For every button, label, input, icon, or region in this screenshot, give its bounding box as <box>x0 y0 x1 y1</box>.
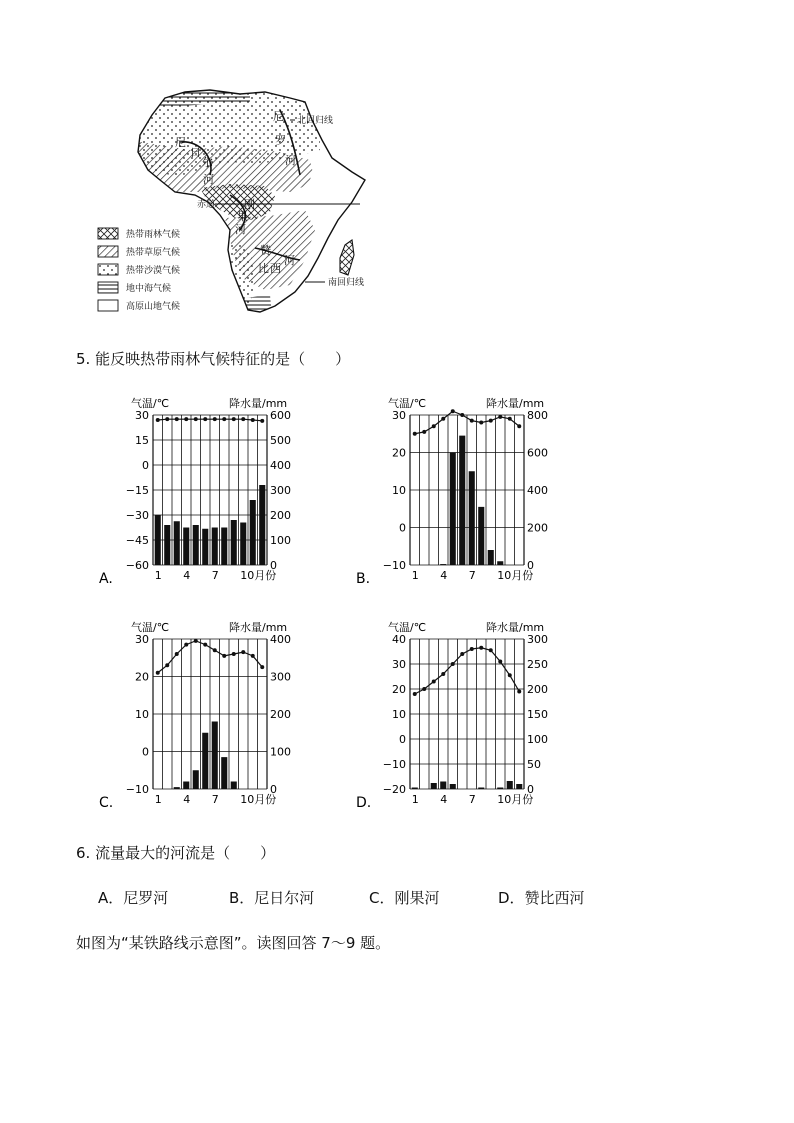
temperature-point <box>517 690 521 694</box>
precip-bar <box>497 788 503 790</box>
precip-bar <box>183 782 189 790</box>
y1-tick-label: 0 <box>399 521 406 535</box>
precip-bar <box>155 515 161 565</box>
precip-bar <box>164 525 170 565</box>
y2-tick-label: 600 <box>270 409 291 422</box>
precip-bar <box>478 507 484 565</box>
temperature-point <box>451 409 455 413</box>
congo-label-2: 果 <box>237 210 248 223</box>
option-letter: D. <box>356 795 372 811</box>
y1-axis-label: 气温/℃ <box>388 397 427 410</box>
y2-tick-label: 250 <box>527 658 548 671</box>
temperature-point <box>422 430 426 434</box>
legend-label-savanna: 热带草原气候 <box>126 248 181 258</box>
y2-tick-label: 0 <box>270 783 277 796</box>
temperature-point <box>241 650 245 654</box>
temperature-point <box>156 671 160 675</box>
x-tick-label: 10月份 <box>497 793 534 806</box>
y1-tick-label: 20 <box>392 683 406 696</box>
temperature-point <box>508 673 512 677</box>
precip-bar <box>174 521 180 565</box>
y1-tick-label: −20 <box>382 783 406 796</box>
niger-label-4: 河 <box>203 173 214 186</box>
y2-axis-label: 降水量/mm <box>229 397 288 410</box>
legend-label-rainforest: 热带雨林气候 <box>126 230 181 240</box>
x-tick-label: 7 <box>211 793 219 806</box>
precip-bar <box>469 471 475 565</box>
temperature-point <box>232 417 236 421</box>
africa-climate-map <box>90 80 390 325</box>
question-5 <box>76 348 350 369</box>
y1-tick-label: 40 <box>392 633 406 646</box>
temperature-point <box>470 647 474 651</box>
q6-option-c[interactable]: C．刚果河 <box>369 889 440 907</box>
precip-bar <box>516 784 522 789</box>
zambezi-label-1: 赞 <box>260 244 271 257</box>
temperature-point <box>251 418 255 422</box>
precip-bar <box>231 782 237 790</box>
temperature-point <box>498 660 502 664</box>
y1-tick-label: 10 <box>392 708 406 721</box>
nile-label-3: 河 <box>285 154 296 167</box>
precip-bar <box>440 564 446 565</box>
precip-bar <box>240 523 246 566</box>
temperature-point <box>222 654 226 658</box>
y2-tick-label: 0 <box>527 783 534 796</box>
y2-tick-label: 400 <box>270 459 291 472</box>
temperature-point <box>260 419 264 423</box>
precip-bar <box>193 770 199 789</box>
y2-axis-label: 降水量/mm <box>486 397 545 410</box>
x-tick-label: 7 <box>211 569 219 582</box>
precip-bar <box>174 787 180 789</box>
railway-intro-text: 如图为“某铁路线示意图”。读图回答 7～9 题。 <box>76 934 391 952</box>
legend-label-mediterranean: 地中海气候 <box>126 284 172 294</box>
precip-bar <box>507 781 513 789</box>
question-6-text: 流量最大的河流是（ ） <box>95 844 276 862</box>
y1-tick-label: 30 <box>392 658 406 671</box>
temperature-point <box>165 663 169 667</box>
temperature-point <box>165 417 169 421</box>
y2-tick-label: 200 <box>527 683 548 696</box>
y2-tick-label: 100 <box>270 745 291 759</box>
precip-bar <box>459 436 465 565</box>
y1-tick-label: −15 <box>125 484 149 497</box>
x-tick-label: 1 <box>411 793 419 806</box>
temperature-point <box>422 687 426 691</box>
temperature-point <box>194 639 198 643</box>
y1-tick-label: −30 <box>125 509 149 522</box>
x-tick-label: 7 <box>468 569 476 582</box>
y2-tick-label: 100 <box>527 733 548 746</box>
precip-bar <box>478 788 484 790</box>
y1-tick-label: 0 <box>142 745 149 759</box>
precip-bar <box>212 528 218 566</box>
y1-tick-label: 20 <box>135 670 149 684</box>
precip-bar <box>221 757 227 789</box>
temperature-point <box>441 417 445 421</box>
option-letter: C. <box>99 795 114 811</box>
temperature-point <box>413 692 417 696</box>
chart-option-b[interactable] <box>352 393 567 593</box>
temperature-point <box>213 417 217 421</box>
question-5-number: 5. <box>76 350 91 368</box>
y2-tick-label: 200 <box>270 708 291 721</box>
y1-tick-label: 10 <box>135 708 149 721</box>
temperature-point <box>232 652 236 656</box>
zambezi-label-2: 比 <box>258 262 269 275</box>
congo-label-1: 刚 <box>244 198 255 211</box>
precip-bar <box>450 453 456 566</box>
y1-axis-label: 气温/℃ <box>131 621 170 634</box>
precip-bar <box>440 782 446 790</box>
y2-tick-label: 300 <box>270 484 291 497</box>
temperature-point <box>213 648 217 652</box>
temperature-point <box>479 646 483 650</box>
temperature-point <box>413 432 417 436</box>
x-tick-label: 7 <box>468 793 476 806</box>
q6-option-d[interactable]: D．赞比西河 <box>498 889 585 907</box>
y2-tick-label: 600 <box>527 446 548 460</box>
y1-tick-label: 30 <box>135 409 149 422</box>
temperature-point <box>241 417 245 421</box>
q6-option-b[interactable]: B．尼日尔河 <box>229 889 315 907</box>
y2-tick-label: 300 <box>527 633 548 646</box>
y2-tick-label: 400 <box>527 484 548 497</box>
congo-label-3: 河 <box>235 223 246 236</box>
chart-option-c[interactable] <box>95 617 310 817</box>
x-tick-label: 4 <box>183 793 191 806</box>
temperature-point <box>156 418 160 422</box>
y1-axis-label: 气温/℃ <box>131 397 170 410</box>
y2-axis-label: 降水量/mm <box>486 621 545 634</box>
temperature-point <box>517 424 521 428</box>
temperature-point <box>251 654 255 658</box>
temperature-point <box>498 415 502 419</box>
precip-bar <box>431 783 437 789</box>
y1-tick-label: 30 <box>135 633 149 646</box>
y1-tick-label: 15 <box>135 434 149 447</box>
y2-tick-label: 100 <box>270 534 291 547</box>
y2-tick-label: 150 <box>527 708 548 721</box>
precip-bar <box>183 528 189 566</box>
x-tick-label: 1 <box>411 569 419 582</box>
y1-tick-label: 30 <box>392 409 406 422</box>
niger-label-2: 日 <box>190 146 201 159</box>
map-legend <box>98 228 180 312</box>
y1-tick-label: 0 <box>142 459 149 472</box>
y2-tick-label: 300 <box>270 670 291 684</box>
y1-tick-label: 0 <box>399 733 406 746</box>
precip-bar <box>231 520 237 565</box>
nile-label-2: 罗 <box>275 134 286 147</box>
y2-tick-label: 400 <box>270 633 291 646</box>
chart-option-a[interactable] <box>95 393 310 593</box>
climate-chart-c <box>95 617 310 817</box>
precip-bar <box>212 722 218 790</box>
temperature-point <box>489 419 493 423</box>
y2-tick-label: 200 <box>270 509 291 522</box>
temperature-point <box>175 417 179 421</box>
x-tick-label: 4 <box>440 569 448 582</box>
climate-chart-d <box>352 617 567 817</box>
precip-bar <box>488 550 494 565</box>
temperature-point <box>175 652 179 656</box>
niger-label-3: 尔 <box>202 156 213 169</box>
tropic-south-label: 南回归线 <box>328 278 365 288</box>
legend-label-highland: 高原山地气候 <box>126 302 181 312</box>
precip-bar <box>450 784 456 789</box>
temperature-point <box>432 680 436 684</box>
temperature-point <box>508 417 512 421</box>
zambezi-label-3: 西 <box>270 262 281 275</box>
precip-bar <box>412 788 418 790</box>
legend-label-desert: 热带沙漠气候 <box>126 266 181 276</box>
precip-bar <box>202 733 208 789</box>
madagascar-island <box>340 240 354 275</box>
x-tick-label: 1 <box>154 569 162 582</box>
precip-bar <box>202 529 208 565</box>
temperature-point <box>460 413 464 417</box>
zambezi-label-4: 河 <box>284 254 295 267</box>
climate-chart-a <box>95 393 310 593</box>
y2-tick-label: 800 <box>527 409 548 422</box>
question-5-text: 能反映热带雨林气候特征的是（ ） <box>95 350 351 368</box>
y2-tick-label: 0 <box>527 559 534 572</box>
temperature-point <box>203 643 207 647</box>
nile-label-1: 尼 <box>273 110 284 123</box>
y1-axis-label: 气温/℃ <box>388 621 427 634</box>
y1-tick-label: −10 <box>125 783 149 796</box>
equator-label: 赤道 <box>197 200 216 210</box>
x-tick-label: 4 <box>440 793 448 806</box>
temperature-point <box>194 417 198 421</box>
y2-tick-label: 200 <box>527 521 548 535</box>
y1-tick-label: −10 <box>382 758 406 771</box>
temperature-point <box>460 652 464 656</box>
temperature-point <box>184 643 188 647</box>
option-letter: B. <box>356 571 371 587</box>
niger-label-1: 尼 <box>175 136 186 149</box>
precip-bar <box>497 561 503 565</box>
x-tick-label: 4 <box>183 569 191 582</box>
question-6-number: 6. <box>76 844 91 862</box>
precip-bar <box>193 525 199 565</box>
q6-option-a[interactable]: A．尼罗河 <box>98 889 169 907</box>
y2-tick-label: 0 <box>270 559 277 572</box>
question-6 <box>76 842 275 863</box>
precip-bar <box>259 485 265 565</box>
temperature-point <box>479 421 483 425</box>
y2-tick-label: 500 <box>270 434 291 447</box>
temperature-point <box>260 665 264 669</box>
temperature-point <box>489 648 493 652</box>
temperature-point <box>184 417 188 421</box>
y1-tick-label: −60 <box>125 559 149 572</box>
temperature-point <box>222 417 226 421</box>
temperature-point <box>470 419 474 423</box>
climate-chart-b <box>352 393 567 593</box>
x-tick-label: 10月份 <box>240 569 277 582</box>
option-letter: A. <box>99 571 113 587</box>
y1-tick-label: 10 <box>392 484 406 497</box>
y2-tick-label: 50 <box>527 758 541 771</box>
y1-tick-label: 20 <box>392 446 406 460</box>
chart-option-d[interactable] <box>352 617 567 817</box>
precip-bar <box>250 500 256 565</box>
temperature-point <box>451 662 455 666</box>
temperature-point <box>441 672 445 676</box>
x-tick-label: 10月份 <box>497 569 534 582</box>
y1-tick-label: −45 <box>125 534 149 547</box>
temperature-point <box>203 417 207 421</box>
y2-axis-label: 降水量/mm <box>229 621 288 634</box>
tropic-north-label: 北回归线 <box>297 116 334 126</box>
y1-tick-label: −10 <box>382 559 406 572</box>
precip-bar <box>221 528 227 566</box>
x-tick-label: 1 <box>154 793 162 806</box>
temperature-point <box>432 424 436 428</box>
x-tick-label: 10月份 <box>240 793 277 806</box>
